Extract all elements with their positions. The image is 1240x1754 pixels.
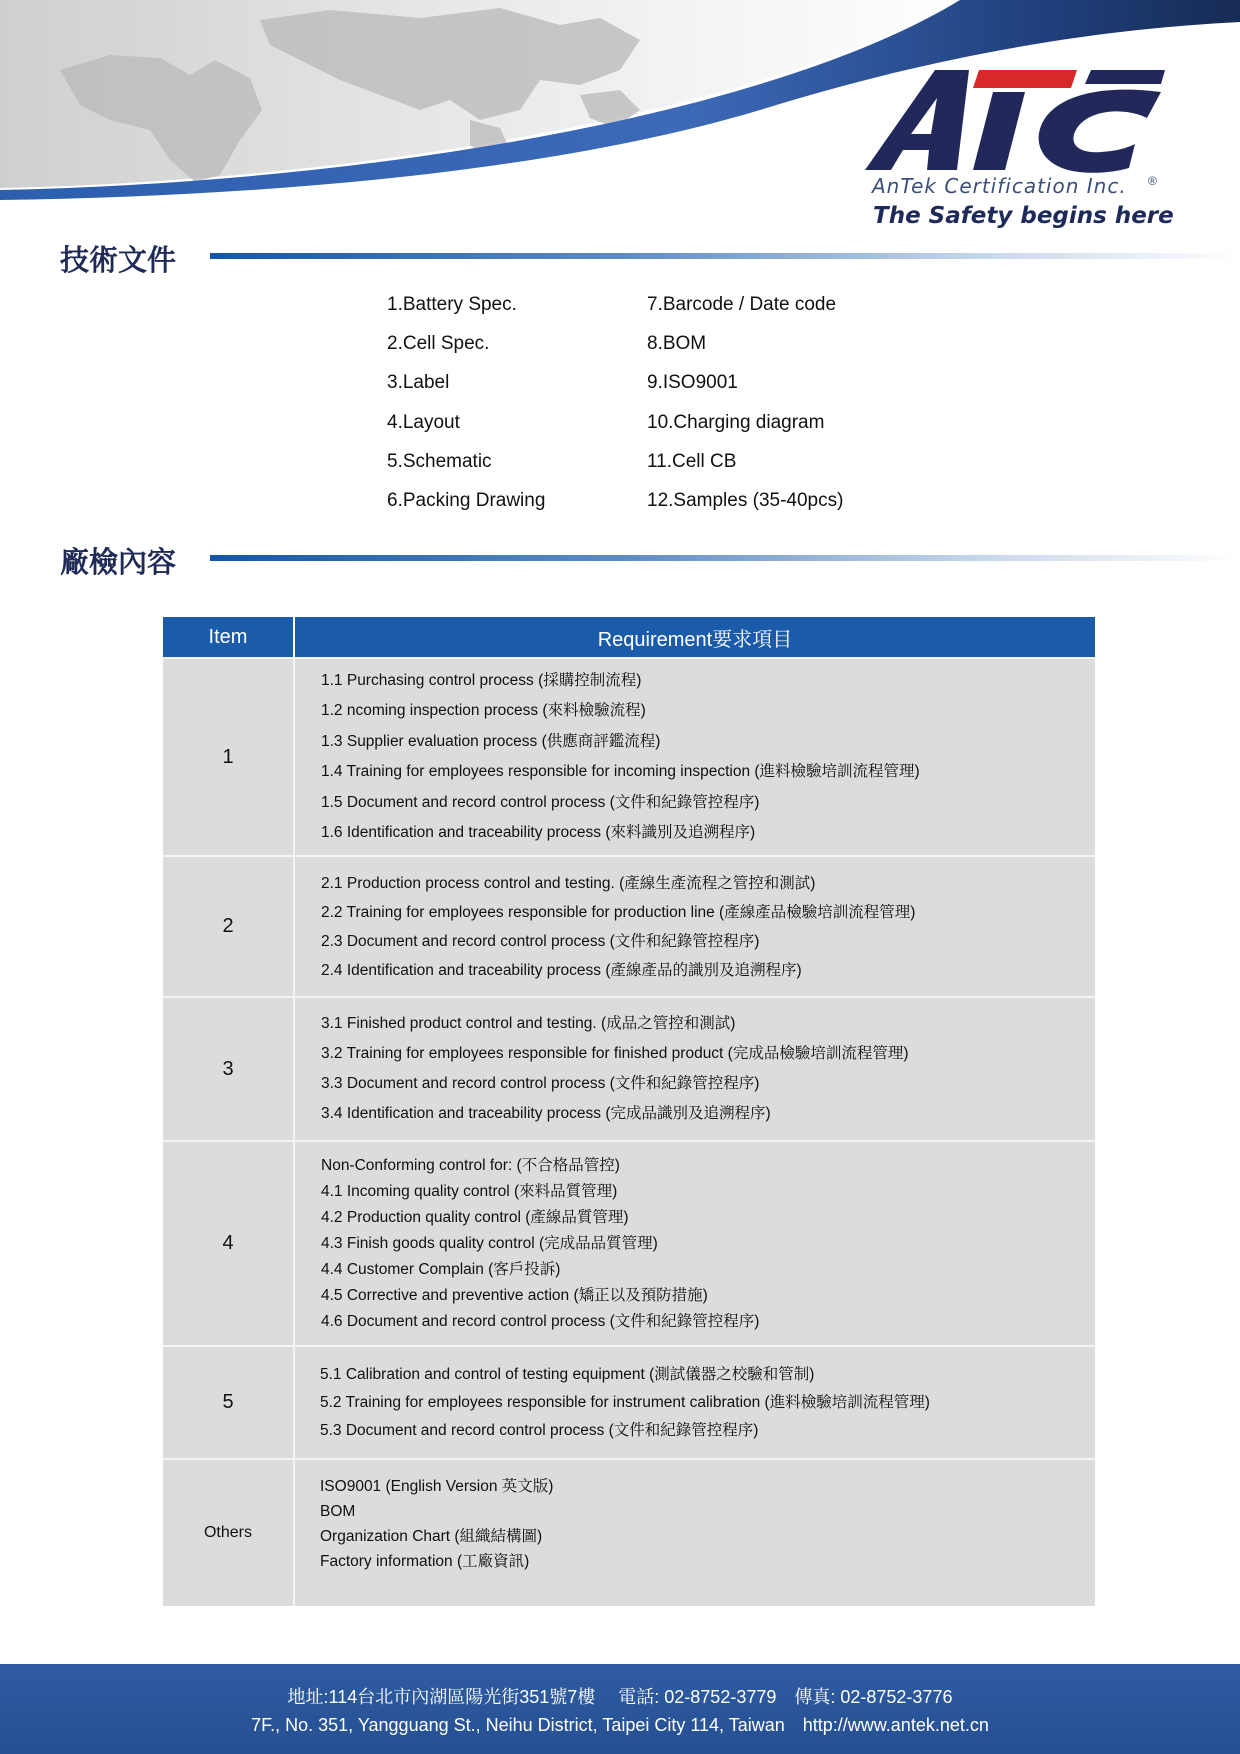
- footer-address-chinese: 地址:114台北市內湖區陽光街351號7樓 電話: 02-8752-3779 傳真: 02-8752-3776: [287, 1687, 953, 1707]
- requirement-cell: [294, 1346, 1095, 1459]
- requirements-table: [163, 617, 1095, 1606]
- requirement-line: 3.4 Identification and traceability process (完成品識別及追溯程序): [321, 1105, 771, 1122]
- item-number: 5: [163, 1346, 294, 1459]
- item-number: Others: [163, 1459, 294, 1606]
- requirement-line: 1.3 Supplier evaluation process (供應商評鑑流程): [321, 732, 661, 750]
- footer-address-english: 7F., No. 351, Yangguang St., Neihu District, Taipei City 114, Taiwan http://www.antek.net.cn: [251, 1715, 989, 1735]
- requirement-cell: [294, 997, 1095, 1141]
- requirement-line: 1.5 Document and record control process (文件和紀錄管控程序): [321, 793, 760, 811]
- technical-docs-title: 技術文件: [60, 243, 177, 277]
- requirement-line: 1.6 Identification and traceability process (來料識別及追溯程序): [321, 824, 756, 841]
- table-row: [163, 1141, 1095, 1346]
- list-item: 9.ISO9001: [647, 372, 738, 394]
- table-row: [163, 856, 1095, 997]
- footer: [0, 1664, 1240, 1754]
- requirement-line: 3.3 Document and record control process (文件和紀錄管控程序): [321, 1075, 760, 1092]
- requirement-line: 3.1 Finished product control and testing. (成品之管控和測試): [321, 1015, 736, 1032]
- requirement-line: BOM: [320, 1503, 356, 1520]
- requirement-line: 1.1 Purchasing control process (採購控制流程): [321, 671, 642, 689]
- company-name: AnTek Certification Inc.: [872, 174, 1127, 198]
- requirement-line: 2.4 Identification and traceability process (產線產品的識別及追溯程序): [321, 961, 802, 979]
- item-number: 2: [163, 856, 294, 997]
- section-divider: [210, 555, 1240, 561]
- item-number: 3: [163, 997, 294, 1141]
- column-header-requirement: Requirement要求項目: [294, 617, 1095, 658]
- column-header-item: Item: [163, 617, 294, 658]
- item-number: 4: [163, 1141, 294, 1346]
- requirement-line: 4.4 Customer Complain (客戶投訴): [321, 1260, 561, 1278]
- requirement-line: Factory information (工廠資訊): [320, 1553, 530, 1570]
- list-item: 6.Packing Drawing: [387, 489, 546, 511]
- requirement-line: 4.6 Document and record control process (文件和紀錄管控程序): [321, 1312, 760, 1330]
- requirement-cell: [294, 856, 1095, 997]
- requirement-line: 3.2 Training for employees responsible for finished product (完成品檢驗培訓流程管理): [321, 1045, 909, 1062]
- registered-mark: ®: [1148, 174, 1157, 188]
- list-item: 7.Barcode / Date code: [647, 294, 837, 315]
- requirement-line: 2.2 Training for employees responsible for production line (產線產品檢驗培訓流程管理): [321, 903, 916, 921]
- list-item: 1.Battery Spec.: [387, 294, 517, 315]
- table-row: [163, 1346, 1095, 1459]
- list-item: 5.Schematic: [387, 450, 492, 472]
- table-row: [163, 1459, 1095, 1606]
- tagline: The Safety begins here: [873, 203, 1174, 229]
- requirement-cell: [294, 1459, 1095, 1606]
- requirement-line: 4.5 Corrective and preventive action (矯正以及預防措施): [321, 1286, 708, 1304]
- requirement-line: ISO9001 (English Version 英文版): [320, 1478, 554, 1495]
- requirement-line: 1.4 Training for employees responsible for incoming inspection (進料檢驗培訓流程管理): [321, 763, 920, 780]
- list-item: 8.BOM: [647, 333, 707, 355]
- list-item: 2.Cell Spec.: [387, 333, 490, 355]
- requirement-line: 1.2 ncoming inspection process (來料檢驗流程): [321, 702, 646, 719]
- docs-list-right: [647, 290, 843, 525]
- requirement-line: 5.3 Document and record control process (文件和紀錄管控程序): [320, 1421, 759, 1439]
- requirement-line: 4.2 Production quality control (產線品質管理): [321, 1208, 629, 1226]
- requirement-line: Non-Conforming control for: (不合格品管控): [321, 1156, 620, 1174]
- requirement-line: 4.1 Incoming quality control (來料品質管理): [321, 1182, 618, 1200]
- requirement-line: 4.3 Finish goods quality control (完成品品質管理): [321, 1234, 658, 1252]
- list-item: 11.Cell CB: [647, 450, 737, 472]
- table-row: [163, 997, 1095, 1141]
- docs-list-left: [387, 290, 545, 525]
- requirement-line: 2.1 Production process control and testing. (產線生產流程之管控和測試): [321, 874, 816, 892]
- requirement-line: 5.2 Training for employees responsible for instrument calibration (進料檢驗培訓流程管理): [320, 1393, 930, 1411]
- section-divider: [210, 253, 1240, 259]
- list-item: 3.Label: [387, 372, 450, 394]
- requirement-line: 5.1 Calibration and control of testing equipment (測試儀器之校驗和管制): [320, 1365, 815, 1383]
- table-row: [163, 658, 1095, 856]
- requirement-line: Organization Chart (組織結構圖): [320, 1528, 543, 1545]
- item-number: 1: [163, 658, 294, 856]
- list-item: 4.Layout: [387, 411, 460, 433]
- list-item: 12.Samples (35-40pcs): [647, 489, 844, 511]
- table-header-row: [163, 617, 1095, 658]
- list-item: 10.Charging diagram: [647, 411, 825, 433]
- requirement-line: 2.3 Document and record control process (文件和紀錄管控程序): [321, 932, 760, 950]
- requirement-cell: [294, 658, 1095, 856]
- requirement-cell: [294, 1141, 1095, 1346]
- factory-inspection-title: 廠檢內容: [60, 545, 177, 579]
